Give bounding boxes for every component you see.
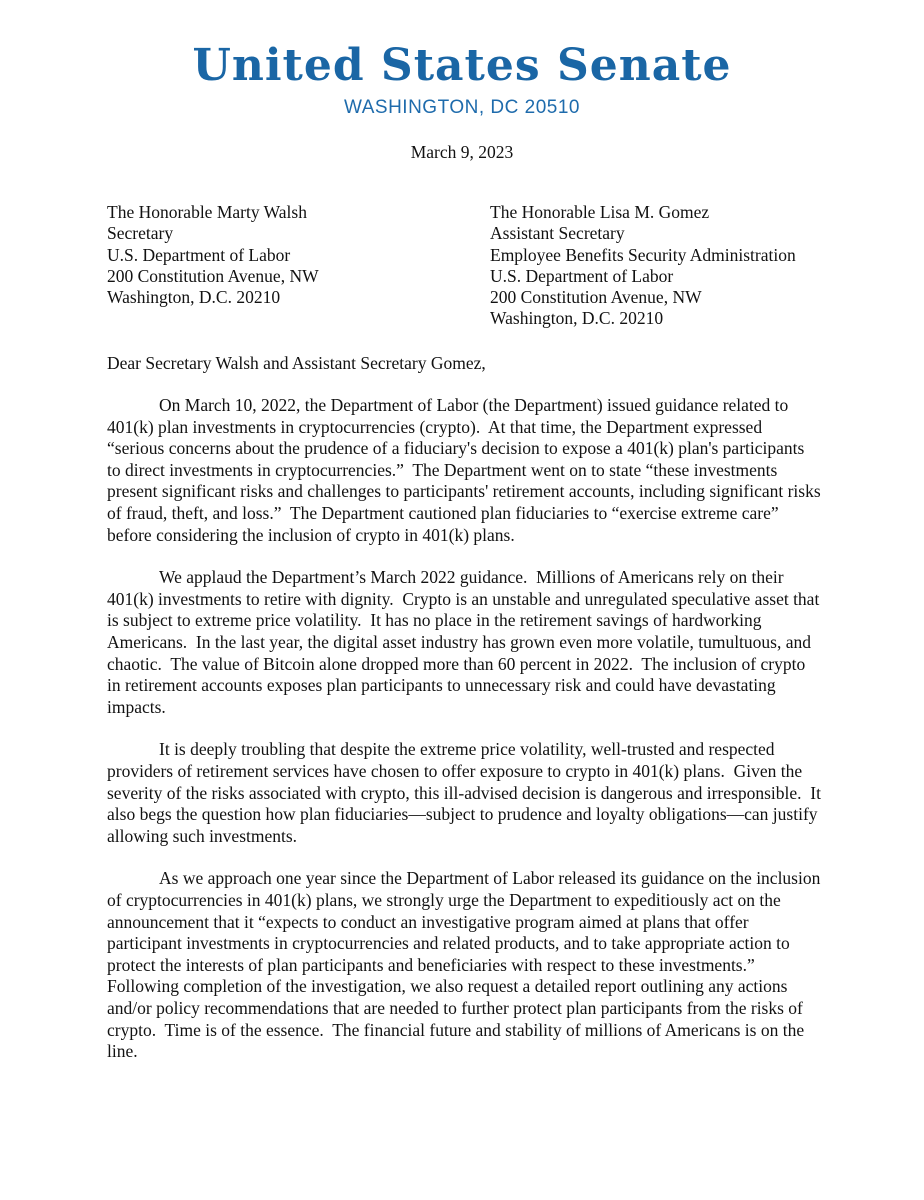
letterhead-title: United States Senate (192, 40, 732, 91)
body-paragraph-2: We applaud the Department’s March 2022 guidance. Millions of Americans rely on their 401(k) investments to retire with dignity. Crypto is an unstable and unregulated speculative asset that is subject to extreme price volatility. It has no place in the retirement savings of hardworking Americans. In the last year, the digital asset industry has grown even more volatile, tumultuous, and chaotic. The value of Bitcoin alone dropped more than 60 percent in 2022. The inclusion of crypto in retirement accounts exposes plan participants to unnecessary risk and could have devastating impacts. (107, 567, 824, 717)
body-paragraph-1: On March 10, 2022, the Department of Labor (the Department) issued guidance related to 401(k) plan investments in cryptocurrencies (crypto). At that time, the Department expressed “serious concerns about the prudence of a fiduciary's decision to expose a 401(k) plan's participants to direct investments in cryptocurrencies.” The Department went on to state “these investments present significant risks and challenges to participants' retirement accounts, including significant risks of fraud, theft, and loss.” The Department cautioned plan fiduciaries to “exercise extreme care” before considering the inclusion of crypto in 401(k) plans. (107, 395, 826, 545)
recipient-block-gomez (490, 202, 822, 330)
recipient-line: The Honorable Lisa M. Gomez (490, 202, 710, 222)
salutation: Dear Secretary Walsh and Assistant Secretary Gomez, (107, 352, 486, 373)
recipient-line: Assistant Secretary (490, 223, 625, 244)
body-paragraph-3: It is deeply troubling that despite the extreme price volatility, well-trusted and respected providers of retirement services have chosen to offer exposure to crypto in 401(k) plans. Given the severity of the risks associated with crypto, this ill-advised decision is dangerous and irresponsible. It also begs the question how plan fiduciaries—subject to prudence and loyalty obligations—can justify allowing such investments. (107, 739, 826, 846)
body-paragraph-4: As we approach one year since the Department of Labor released its guidance on the inclusion of cryptocurrencies in 401(k) plans, we strongly urge the Department to expeditiously act on the announcement that it “expects to conduct an investigative program aimed at plans that offer participant investments in cryptocurrencies and related products, and to take appropriate action to protect the interests of plan participants and beneficiaries with respect to these investments.” Following completion of the investigation, we also request a detailed report outlining any actions and/or policy recommendations that are needed to further protect plan participants from the risks of crypto. Time is of the essence. The financial future and stability of millions of Americans is on the line. (107, 868, 825, 1062)
recipient-line: The Honorable Marty Walsh (107, 202, 307, 222)
letter-date: March 9, 2023 (410, 142, 514, 162)
letterhead (0, 0, 924, 119)
recipient-line: 200 Constitution Avenue, NW (107, 265, 319, 286)
letterhead-address: WASHINGTON, DC 20510 (344, 97, 580, 118)
recipient-line: Employee Benefits Security Administration (490, 244, 796, 265)
recipient-line: U.S. Department of Labor (107, 244, 291, 265)
recipient-line: Washington, D.C. 20210 (490, 308, 664, 329)
recipient-line: U.S. Department of Labor (490, 265, 674, 286)
recipient-block-walsh (107, 202, 490, 330)
recipient-line: Secretary (107, 223, 174, 244)
recipient-line: 200 Constitution Avenue, NW (490, 287, 702, 308)
recipient-line: Washington, D.C. 20210 (107, 287, 281, 308)
recipient-blocks (107, 202, 822, 330)
